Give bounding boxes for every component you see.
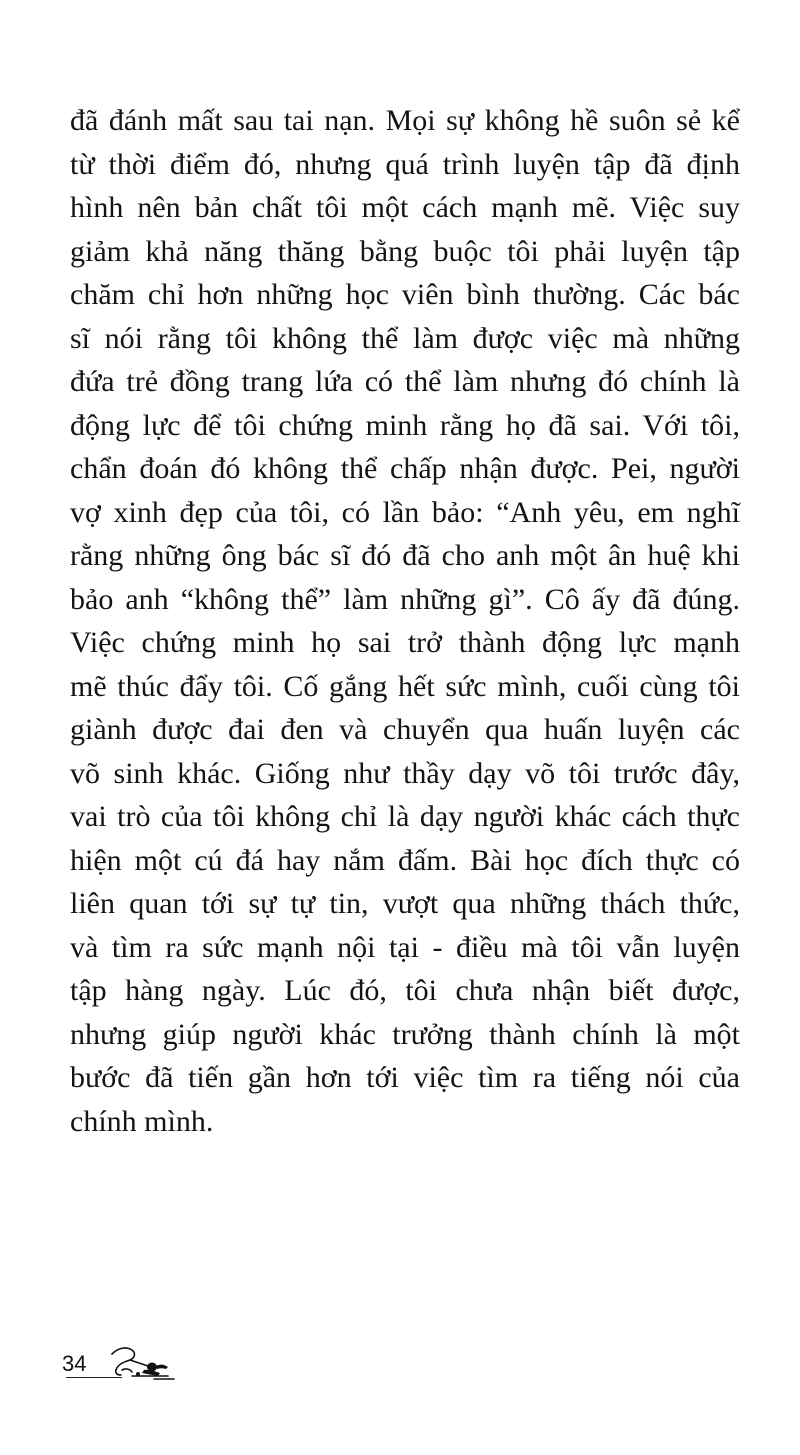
text-line: võ sinh khác. Giống như thầy dạy võ tôi trước đây, bbox=[70, 756, 740, 790]
text-line: hiện một cú đá hay nắm đấm. Bài học đích thực có bbox=[70, 843, 740, 877]
text-line: mẽ thúc đẩy tôi. Cố gắng hết sức mình, cuối cùng tôi bbox=[70, 669, 740, 703]
text-line: bước đã tiến gần hơn tới việc tìm ra tiếng nói của bbox=[70, 1061, 740, 1094]
text-line: rằng những ông bác sĩ đó đã cho anh một ân huệ khi bbox=[70, 539, 740, 572]
text-line: nhưng giúp người khác trưởng thành chính là một bbox=[70, 1017, 740, 1051]
kicking-figure-icon bbox=[108, 1340, 176, 1382]
text-line: chăm chỉ hơn những học viên bình thường. Các bác bbox=[70, 278, 740, 311]
text-line: giảm khả năng thăng bằng buộc tôi phải luyện tập bbox=[70, 234, 740, 268]
text-line: đứa trẻ đồng trang lứa có thể làm nhưng đó chính là bbox=[70, 365, 740, 398]
text-line: từ thời điểm đó, nhưng quá trình luyện tập đã định bbox=[70, 147, 740, 181]
text-line: tập hàng ngày. Lúc đó, tôi chưa nhận biết được, bbox=[70, 974, 740, 1007]
text-line: chẩn đoán đó không thể chấp nhận được. Pei, người bbox=[70, 452, 740, 485]
text-line: và tìm ra sức mạnh nội tại - điều mà tôi vẫn luyện bbox=[70, 930, 740, 964]
page-number: 34 bbox=[62, 1351, 87, 1376]
text-line: sĩ nói rằng tôi không thể làm được việc mà những bbox=[70, 321, 740, 355]
text-line: liên quan tới sự tự tin, vượt qua những thách thức, bbox=[70, 887, 740, 920]
text-line: động lực để tôi chứng minh rằng họ đã sai. Với tôi, bbox=[70, 408, 740, 442]
text-line: Việc chứng minh họ sai trở thành động lực mạnh bbox=[70, 626, 740, 659]
text-line: giành được đai đen và chuyển qua huấn luyện các bbox=[70, 713, 740, 746]
text-line: hình nên bản chất tôi một cách mạnh mẽ. Việc suy bbox=[70, 191, 740, 224]
text-line: vai trò của tôi không chỉ là dạy người khác cách thực bbox=[70, 800, 740, 833]
body-text bbox=[70, 99, 740, 1143]
text-line: chính mình. bbox=[70, 1104, 214, 1138]
text-line: bảo anh “không thể” làm những gì”. Cô ấy đã đúng. bbox=[70, 582, 740, 616]
text-line: vợ xinh đẹp của tôi, có lần bảo: “Anh yêu, em nghĩ bbox=[70, 495, 740, 529]
text-line: đã đánh mất sau tai nạn. Mọi sự không hề suôn sẻ kể bbox=[70, 104, 740, 137]
